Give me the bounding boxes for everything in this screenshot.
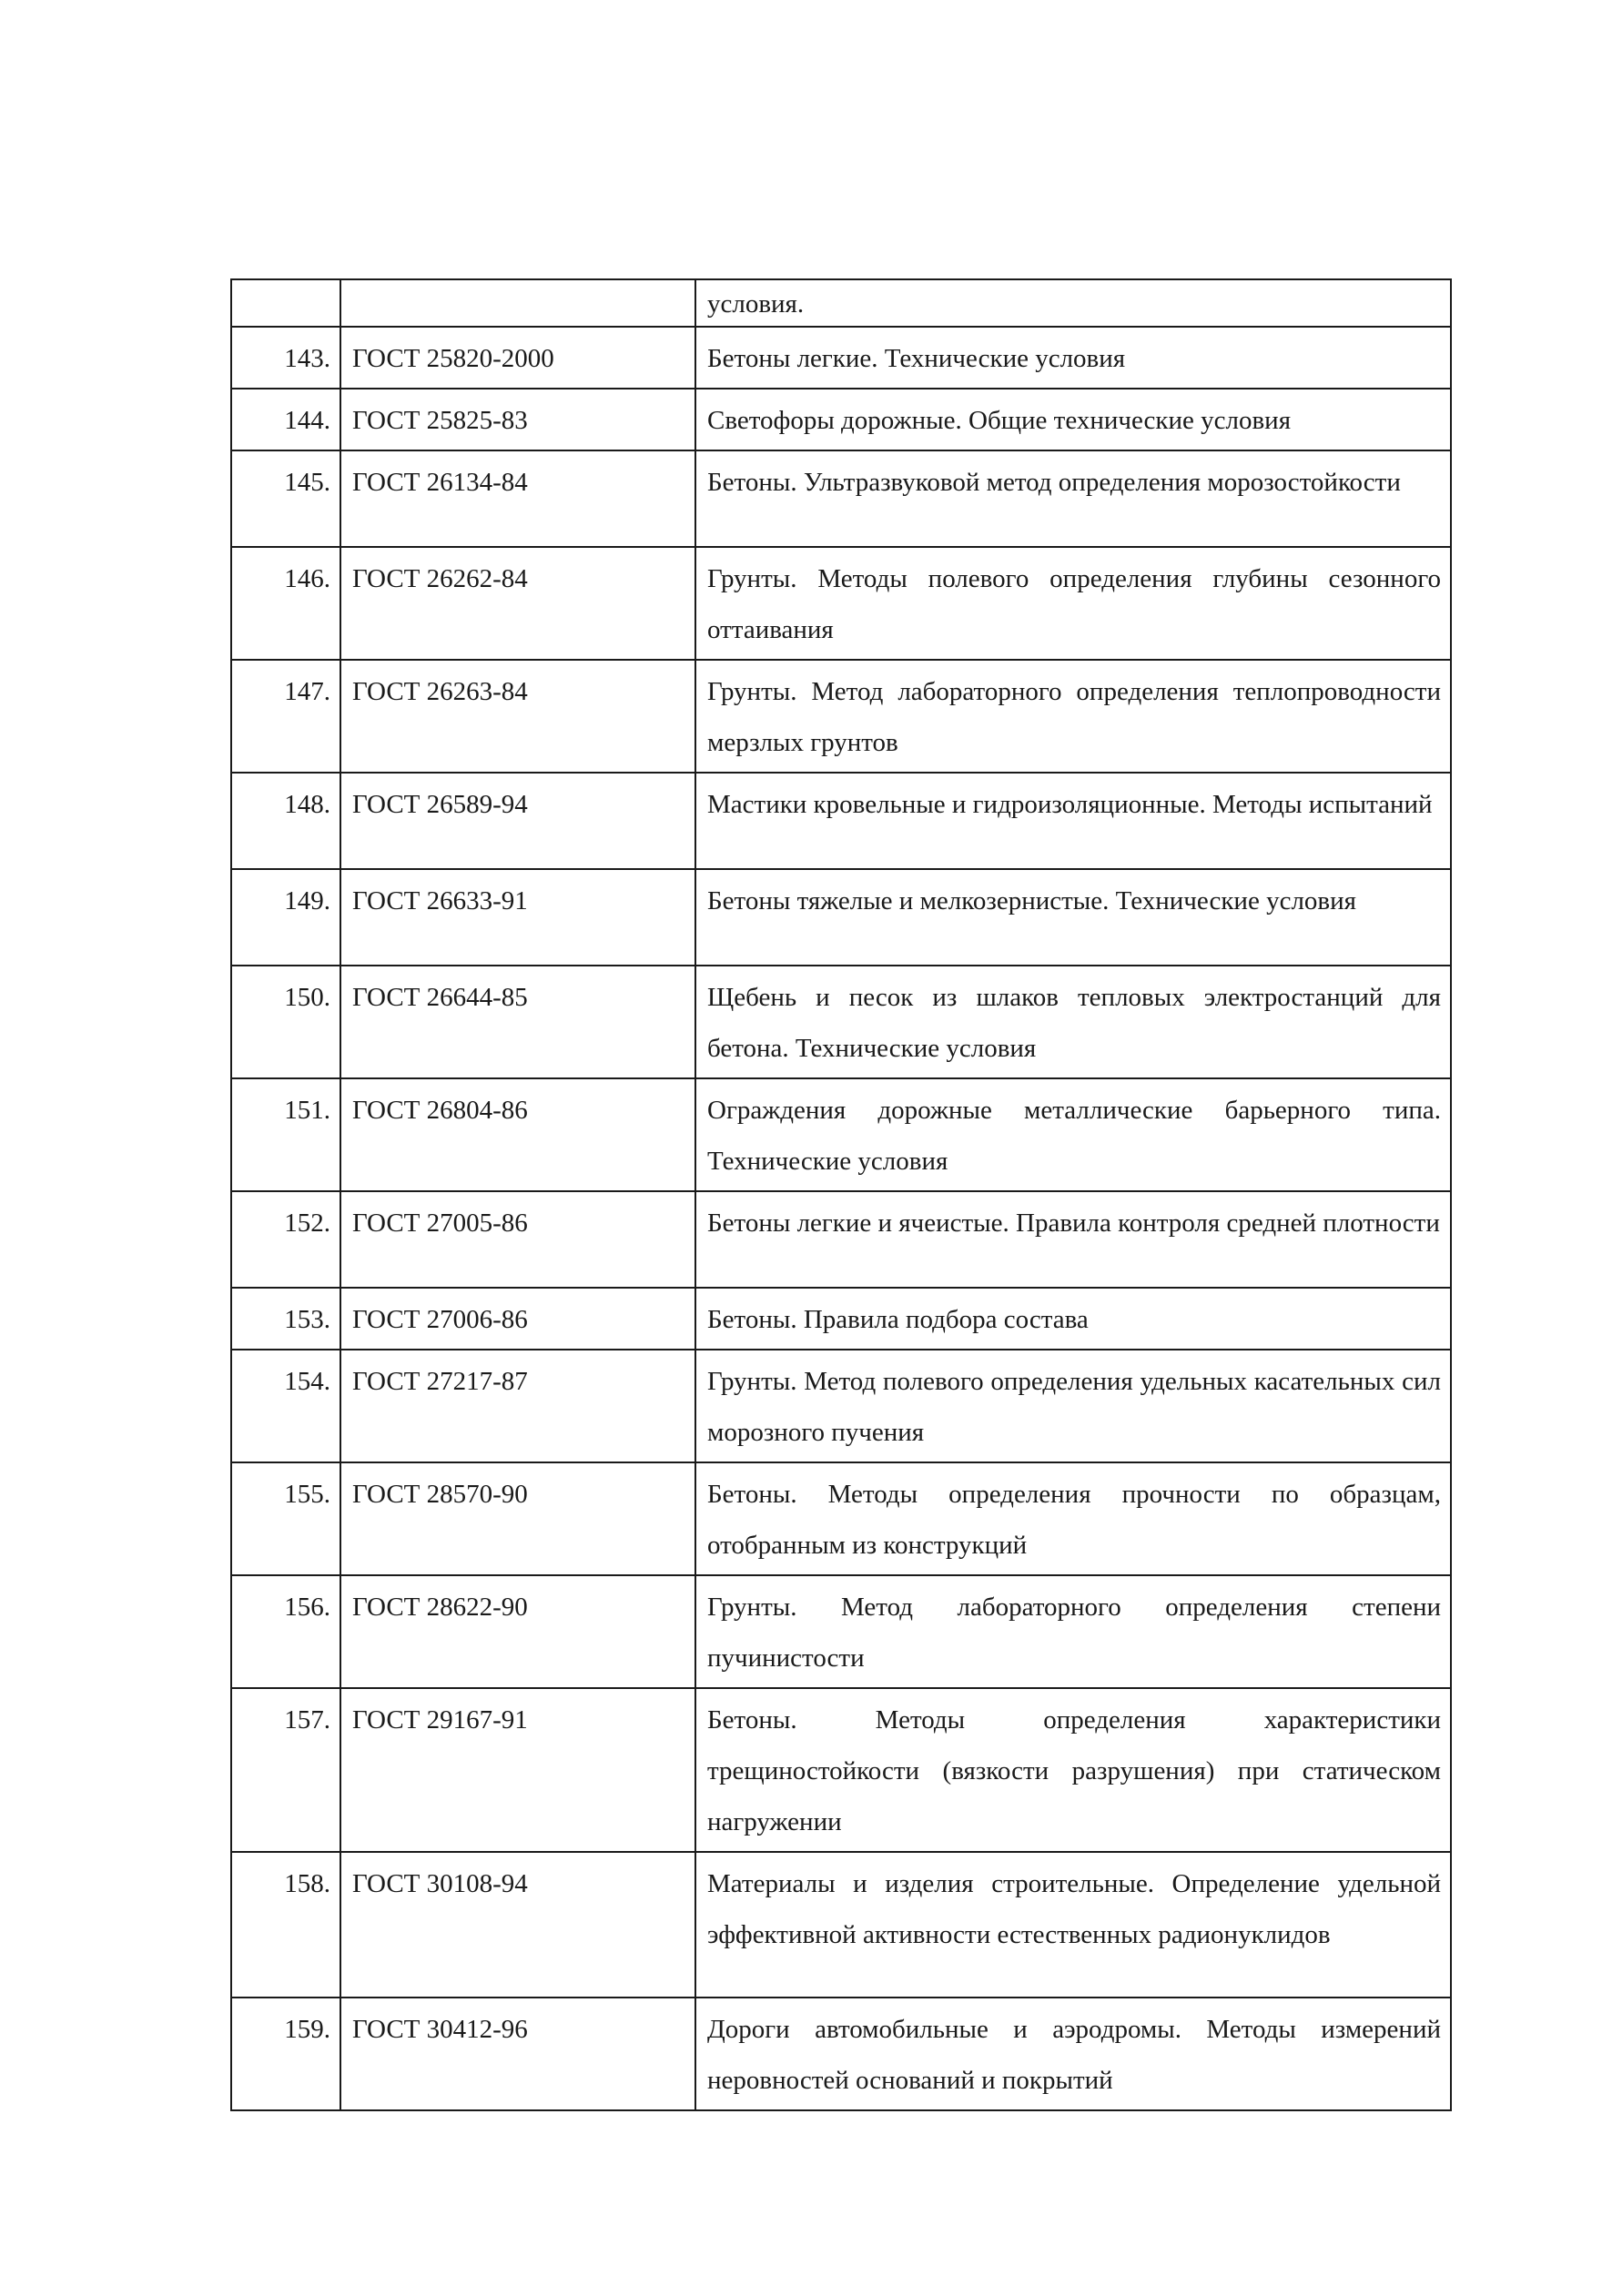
table-row (231, 966, 1451, 1078)
standard-title: Бетоны. Правила подбора состава (695, 1288, 1451, 1350)
standard-title: Бетоны тяжелые и мелкозернистые. Технические условия (695, 869, 1451, 966)
standard-title: Ограждения дорожные металлические барьерного типа. Технические условия (695, 1078, 1451, 1191)
standard-code: ГОСТ 26589-94 (340, 773, 695, 869)
row-number: 159. (231, 1998, 340, 2110)
row-number (231, 279, 340, 327)
standard-code: ГОСТ 27217-87 (340, 1350, 695, 1462)
standard-code: ГОСТ 27005-86 (340, 1191, 695, 1288)
standard-code (340, 279, 695, 327)
row-number: 145. (231, 450, 340, 547)
table-row (231, 327, 1451, 389)
standard-code: ГОСТ 28570-90 (340, 1462, 695, 1575)
standard-title: Грунты. Метод лабораторного определения теплопроводности мерзлых грунтов (695, 660, 1451, 773)
table-row (231, 1575, 1451, 1688)
standard-code: ГОСТ 26804-86 (340, 1078, 695, 1191)
row-number: 151. (231, 1078, 340, 1191)
row-number: 149. (231, 869, 340, 966)
standard-title: Мастики кровельные и гидроизоляционные. Методы испытаний (695, 773, 1451, 869)
standard-code: ГОСТ 26262-84 (340, 547, 695, 660)
row-number: 156. (231, 1575, 340, 1688)
standard-title: Грунты. Метод полевого определения удельных касательных сил морозного пучения (695, 1350, 1451, 1462)
row-number: 148. (231, 773, 340, 869)
standards-table (230, 278, 1452, 2111)
standard-title: Грунты. Методы полевого определения глубины сезонного оттаивания (695, 547, 1451, 660)
standard-title: Бетоны легкие. Технические условия (695, 327, 1451, 389)
row-number: 157. (231, 1688, 340, 1852)
row-number: 158. (231, 1852, 340, 1998)
row-number: 144. (231, 389, 340, 450)
row-number: 147. (231, 660, 340, 773)
standard-title: Щебень и песок из шлаков тепловых электростанций для бетона. Технические условия (695, 966, 1451, 1078)
standard-title: Светофоры дорожные. Общие технические условия (695, 389, 1451, 450)
standard-title: Грунты. Метод лабораторного определения степени пучинистости (695, 1575, 1451, 1688)
table-row (231, 1998, 1451, 2110)
standard-title: Бетоны. Методы определения характеристики трещиностойкости (вязкости разрушения) при статическом нагружении (695, 1688, 1451, 1852)
table-row (231, 1462, 1451, 1575)
standard-code: ГОСТ 26134-84 (340, 450, 695, 547)
table-row (231, 869, 1451, 966)
standard-code: ГОСТ 25820-2000 (340, 327, 695, 389)
table-row (231, 660, 1451, 773)
table-row (231, 1688, 1451, 1852)
standard-code: ГОСТ 27006-86 (340, 1288, 695, 1350)
row-number: 155. (231, 1462, 340, 1575)
table-row (231, 450, 1451, 547)
row-number: 153. (231, 1288, 340, 1350)
standard-title: Материалы и изделия строительные. Определение удельной эффективной активности естественных радионуклидов (695, 1852, 1451, 1998)
standard-code: ГОСТ 26644-85 (340, 966, 695, 1078)
table-row (231, 1852, 1451, 1998)
standard-code: ГОСТ 25825-83 (340, 389, 695, 450)
row-number: 146. (231, 547, 340, 660)
standard-code: ГОСТ 30108-94 (340, 1852, 695, 1998)
table-row (231, 1350, 1451, 1462)
standard-code: ГОСТ 30412-96 (340, 1998, 695, 2110)
row-number: 154. (231, 1350, 340, 1462)
standard-code: ГОСТ 26633-91 (340, 869, 695, 966)
table-row (231, 1191, 1451, 1288)
standard-code: ГОСТ 26263-84 (340, 660, 695, 773)
standard-title: Бетоны легкие и ячеистые. Правила контроля средней плотности (695, 1191, 1451, 1288)
table-row (231, 773, 1451, 869)
standard-code: ГОСТ 28622-90 (340, 1575, 695, 1688)
standards-table-body (231, 279, 1451, 2110)
table-row (231, 547, 1451, 660)
table-row (231, 1078, 1451, 1191)
standard-code: ГОСТ 29167-91 (340, 1688, 695, 1852)
row-number: 152. (231, 1191, 340, 1288)
table-row (231, 279, 1451, 327)
standard-title: условия. (695, 279, 1451, 327)
table-row (231, 389, 1451, 450)
row-number: 143. (231, 327, 340, 389)
row-number: 150. (231, 966, 340, 1078)
table-row (231, 1288, 1451, 1350)
standard-title: Бетоны. Ультразвуковой метод определения морозостойкости (695, 450, 1451, 547)
standard-title: Дороги автомобильные и аэродромы. Методы измерений неровностей оснований и покрытий (695, 1998, 1451, 2110)
standard-title: Бетоны. Методы определения прочности по образцам, отобранным из конструкций (695, 1462, 1451, 1575)
